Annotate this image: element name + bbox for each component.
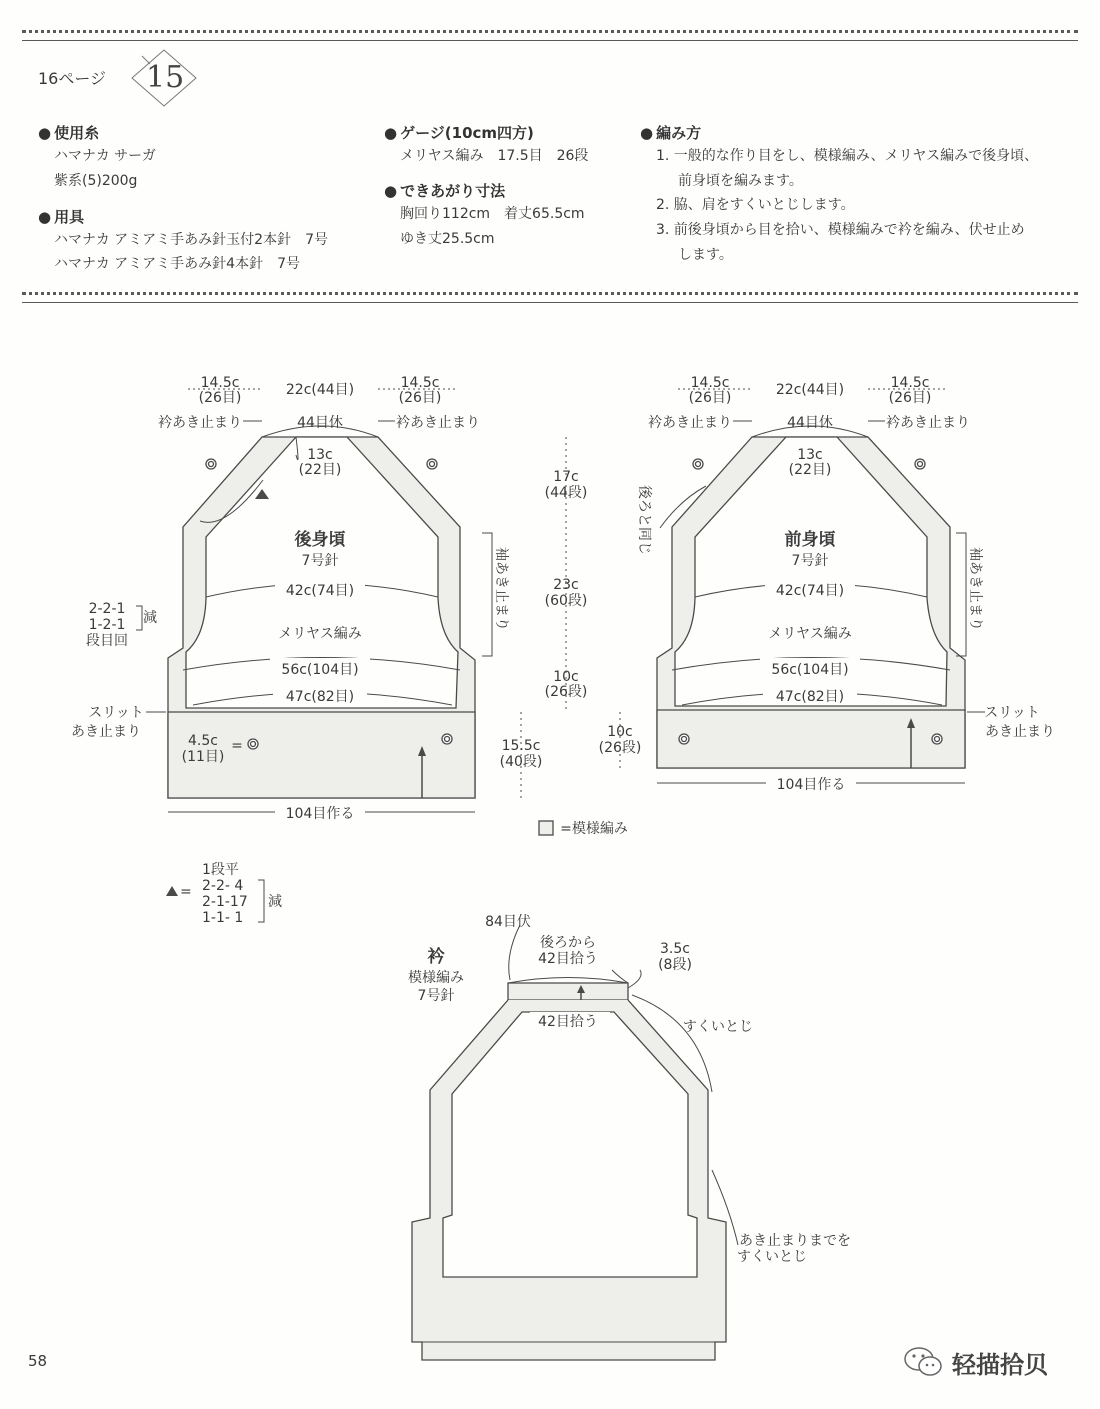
finished-size-heading: ● できあがり寸法 [384, 180, 505, 201]
back-depth-a: 13c [307, 447, 333, 463]
collar-seam2-b: すくいとじ [737, 1249, 807, 1265]
back-slit-a: スリット [88, 705, 144, 721]
back-top-left-b: (26目) [198, 390, 242, 406]
pattern-number: 15 [146, 60, 185, 95]
method-step-1-cont: 前身頃を編みます。 [678, 173, 803, 189]
triangle-key-row-2: 2-2- 4 [202, 878, 244, 894]
gauge-heading: ● ゲージ(10cm四方) [384, 122, 534, 143]
method-step-2: 2. 脇、肩をすくいとじします。 [656, 197, 855, 213]
back-dec-word: 減 [143, 610, 157, 626]
page-reference: 16ページ [38, 69, 107, 88]
watermark [902, 1342, 1092, 1382]
back-dec-b: 1-2-1 [88, 617, 126, 633]
back-dec-a: 2-2-1 [88, 601, 126, 617]
legend-text: =模様編み [560, 821, 628, 837]
back-top-right-b: (26目) [398, 390, 442, 406]
method-step-3-cont: します。 [678, 247, 733, 263]
gauge-line: メリヤス編み 17.5目 26段 [400, 148, 589, 164]
front-width-42: 42c(74目) [775, 583, 845, 599]
tools-line-2: ハマナカ アミアミ手あみ針4本針 7号 [54, 256, 300, 272]
back-sleeve-open: 袖あき止まり [493, 547, 509, 631]
yarn-line-1: ハマナカ サーガ [54, 148, 156, 164]
back-top-left-a: 14.5c [200, 375, 240, 391]
chat-bubble-icon [902, 1344, 946, 1380]
back-dec-c: 段目回 [86, 633, 128, 649]
collar-needle: 7号針 [417, 988, 455, 1004]
collar-stitch: 模様編み [408, 970, 464, 986]
back-title: 後身頃 [294, 530, 346, 550]
front-depth-a: 13c [797, 447, 823, 463]
dim-23c: 23c [553, 577, 579, 593]
back-needle: 7号針 [301, 553, 339, 569]
tools-heading: ● 用具 [38, 206, 84, 227]
collar-height-b: (8段) [658, 957, 692, 973]
back-width-47: 47c(82目) [285, 689, 355, 705]
back-neck-right: 衿あき止まり [396, 415, 480, 431]
dim-26-rows-front: (26段) [598, 740, 642, 756]
back-cast-on: 104目作る [285, 806, 355, 822]
dim-40-rows: (40段) [499, 754, 543, 770]
back-slit-width-b: (11目) [181, 749, 225, 765]
finished-size-line-2: ゆき丈25.5cm [400, 231, 495, 247]
watermark-text: 轻描拾贝 [952, 1351, 1048, 1379]
collar-front-pick: 42目拾う [538, 1014, 598, 1030]
collar-seam2-a: あき止まりまでを [739, 1233, 851, 1249]
front-slit-b: あき止まり [985, 724, 1055, 740]
front-body-outline [657, 437, 965, 768]
collar-back-pick-a: 後ろから [540, 935, 596, 951]
back-neck-left: 衿あき止まり [158, 415, 242, 431]
dim-10c-front: 10c [607, 724, 633, 740]
triangle-key-word: 減 [268, 894, 282, 910]
front-title: 前身頃 [784, 530, 836, 550]
front-top-left-a: 14.5c [690, 375, 730, 391]
front-neck-right: 衿あき止まり [886, 415, 970, 431]
back-width-56: 56c(104目) [281, 662, 359, 678]
dim-17c: 17c [553, 469, 579, 485]
front-top-right-a: 14.5c [890, 375, 930, 391]
collar-height-a: 3.5c [660, 941, 690, 957]
front-stitch: メリヤス編み [768, 626, 852, 642]
back-slit-width-a: 4.5c [188, 733, 218, 749]
front-same-as-back: 後ろと同じ [636, 485, 652, 555]
dim-44-rows: (44段) [544, 485, 588, 501]
method-step-3: 3. 前後身頃から目を拾い、模様編みで衿を編み、伏せ止め [656, 222, 1025, 238]
back-stitch: メリヤス編み [278, 626, 362, 642]
back-neck-top: 44目休 [297, 415, 343, 431]
yarn-heading: ● 使用糸 [38, 122, 99, 143]
front-width-47: 47c(82目) [775, 689, 845, 705]
tools-line-1: ハマナカ アミアミ手あみ針玉付2本針 7号 [54, 232, 328, 248]
front-width-56: 56c(104目) [771, 662, 849, 678]
page-number: 58 [28, 1352, 48, 1370]
front-slit-a: スリット [984, 705, 1040, 721]
front-neck-left: 衿あき止まり [648, 415, 732, 431]
triangle-key-row-3: 2-1-17 [202, 894, 248, 910]
front-top-left-b: (26目) [688, 390, 732, 406]
collar-title: 衿 [427, 947, 445, 967]
yarn-line-2: 紫系(5)200g [54, 173, 138, 189]
front-cast-on: 104目作る [776, 777, 846, 793]
back-top-right-a: 14.5c [400, 375, 440, 391]
method-step-1: 1. 一般的な作り目をし、模様編み、メリヤス編みで後身頃、 [656, 148, 1039, 164]
finished-size-line-1: 胸回り112cm 着丈65.5cm [400, 206, 585, 222]
back-depth-b: (22目) [298, 462, 342, 478]
front-neck-top: 44目休 [787, 415, 833, 431]
front-needle: 7号針 [791, 553, 829, 569]
method-heading: ● 編み方 [640, 122, 701, 143]
front-sleeve-open: 袖あき止まり [967, 547, 983, 631]
front-top-mid: 22c(44目) [775, 382, 845, 398]
triangle-key-row-4: 1-1- 1 [202, 910, 244, 926]
back-width-42: 42c(74目) [285, 583, 355, 599]
front-depth-b: (22目) [788, 462, 832, 478]
collar-outline [412, 978, 726, 1361]
dim-60-rows: (60段) [544, 593, 588, 609]
back-slit-eq: = [231, 738, 243, 754]
triangle-key-row-1: 1段平 [202, 862, 239, 878]
dim-15-5c: 15.5c [501, 738, 541, 754]
collar-seam: すくいとじ [683, 1019, 753, 1035]
collar-back-pick-b: 42目拾う [538, 951, 598, 967]
triangle-key-eq: = [180, 884, 192, 900]
back-top-mid: 22c(44目) [285, 382, 355, 398]
dim-10c-mid: 10c [553, 669, 579, 685]
back-slit-b: あき止まり [71, 724, 141, 740]
dim-26-rows-mid: (26段) [544, 684, 588, 700]
front-top-right-b: (26目) [888, 390, 932, 406]
collar-bind-off: 84目伏 [485, 914, 531, 930]
